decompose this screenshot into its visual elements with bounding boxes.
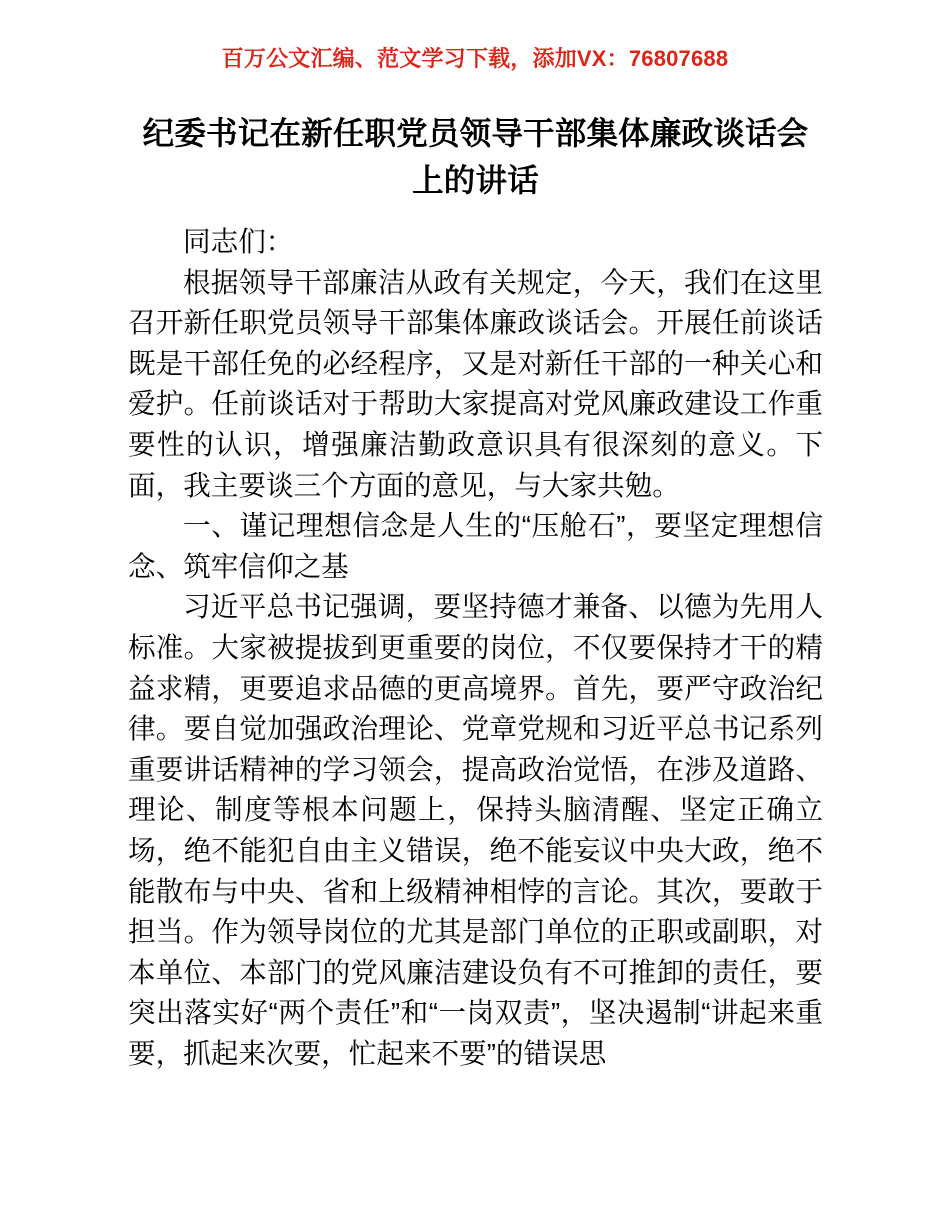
page-title: 纪委书记在新任职党员领导干部集体廉政谈话会上的讲话: [142, 115, 809, 198]
document-body: [128, 110, 823, 1074]
promo-watermark-text: 百万公文汇编、范文学习下载，添加VX：76807688: [221, 46, 729, 71]
paragraph-intro: 根据领导干部廉洁从政有关规定，今天，我们在这里召开新任职党员领导干部集体廉政谈话会。开展任前谈话既是干部任免的必经程序，又是对新任干部的一种关心和爱护。任前谈话对于帮助大家提高对党风廉政建设工作重要性的认识，增强廉洁勤政意识具有很深刻的意义。下面，我主要谈三个方面的意见，与大家共勉。: [128, 266, 823, 501]
section-heading-one: 一、谨记理想信念是人生的“压舱石”，要坚定理想信念、筑牢信仰之基: [128, 510, 823, 582]
paragraph-section-one-body: 习近平总书记强调，要坚持德才兼备、以德为先用人标准。大家被提拔到更重要的岗位，不仅要保持才干的精益求精，更要追求品德的更高境界。首先，要严守政治纪律。要自觉加强政治理论、党章党规和习近平总书记系列重要讲话精神的学习领会，提高政治觉悟，在涉及道路、理论、制度等根本问题上，保持头脑清醒、坚定正确立场，绝不能犯自由主义错误，绝不能妄议中央大政，绝不能散布与中央、省和上级精神相悖的言论。其次，要敢于担当。作为领导岗位的尤其是部门单位的正职或副职，对本单位、本部门的党风廉洁建设负有不可推卸的责任，要突出落实好“两个责任”和“一岗双责”，坚决遏制“讲起来重要，抓起来次要，忙起来不要”的错误思: [128, 591, 823, 1069]
salutation: 同志们：: [183, 226, 294, 257]
